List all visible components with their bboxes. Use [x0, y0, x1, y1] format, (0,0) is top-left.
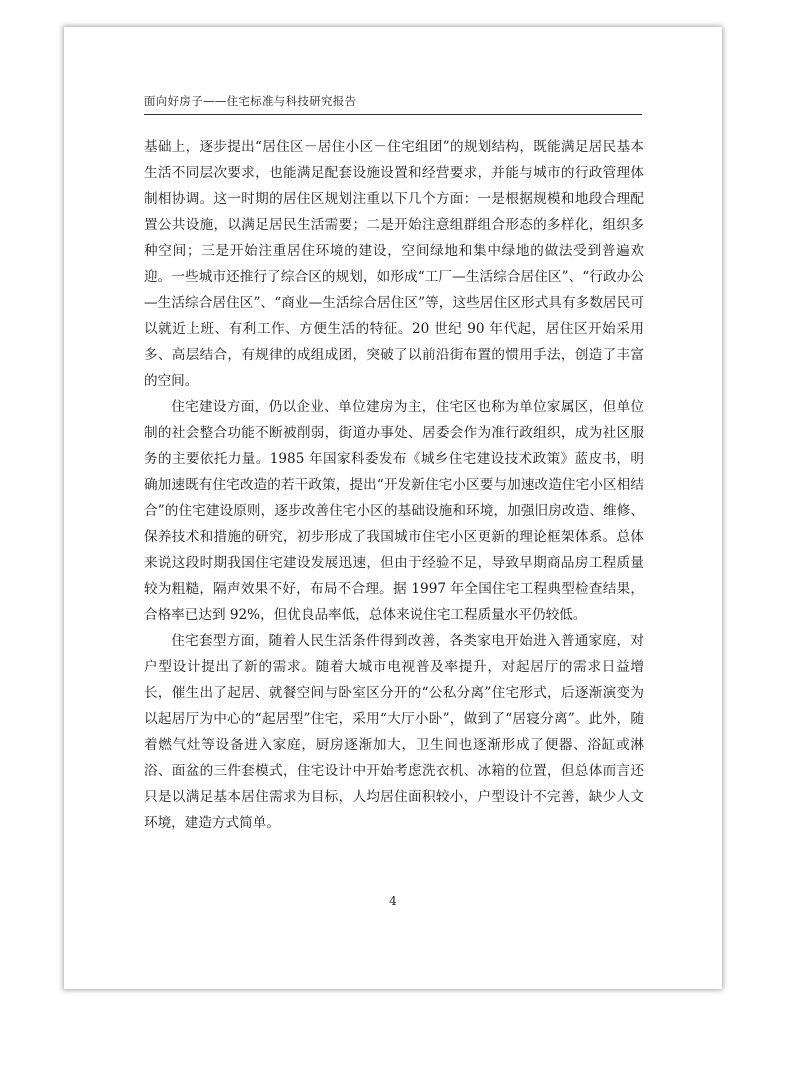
paragraph-2: 住宅建设方面，仍以企业、单位建房为主，住宅区也称为单位家属区，但单位制的社会整合功能不断被削弱，街道办事处、居委会作为准行政组织，成为社区服务的主要依托力量。1985 年国家科委发布《城乡住宅建设技术政策》蓝皮书，明确加速既有住宅改造的若干政策，提出“开发新住宅小区要与加速改造住宅小区相结合”的住宅建设原则，逐步改善住宅小区的基础设施和环境，加强旧房改造、维修、保养技术和措施的研究，初步形成了我国城市住宅小区更新的理论框架体系。总体来说这段时期我国住宅建设发展迅速，但由于经验不足，导致早期商品房工程质量较为粗糙，隔声效果不好，布局不合理。据 1997 年全国住宅工程典型检查结果，合格率已达到 92%，但优良品率低，总体来说住宅工程质量水平仍较低。 — [144, 399, 644, 623]
document-page — [64, 27, 722, 989]
running-header: 面向好房子——住宅标准与科技研究报告 — [144, 93, 642, 115]
body-text — [144, 134, 644, 836]
page-number: 4 — [389, 894, 397, 908]
paragraph-3: 住宅套型方面，随着人民生活条件得到改善，各类家电开始进入普通家庭，对户型设计提出了新的需求。随着大城市电视普及率提升，对起居厅的需求日益增长，催生出了起居、就餐空间与卧室区分开的“公私分离”住宅形式，后逐渐演变为以起居厅为中心的“起居型”住宅，采用“大厅小卧”，做到了“居寝分离”。此外，随着燃气灶等设备进入家庭，厨房逐渐加大，卫生间也逐渐形成了便器、浴缸或淋浴、面盆的三件套模式，住宅设计中开始考虑洗衣机、冰箱的位置，但总体而言还只是以满足基本居住需求为目标，人均居住面积较小，户型设计不完善，缺少人文环境，建造方式简单。 — [144, 633, 644, 831]
paragraph-1: 基础上，逐步提出“居住区－居住小区－住宅组团”的规划结构，既能满足居民基本生活不同层次要求，也能满足配套设施设置和经营要求，并能与城市的行政管理体制相协调。这一时期的居住区规划注重以下几个方面：一是根据规模和地段合理配置公共设施，以满足居民生活需要；二是开始注意组群组合形态的多样化，组织多种空间；三是开始注重居住环境的建设，空间绿地和集中绿地的做法受到普遍欢迎。一些城市还推行了综合区的规划，如形成“工厂—生活综合居住区”、“行政办公—生活综合居住区”、“商业—生活综合居住区”等，这些居住区形式具有多数居民可以就近上班、有利工作、方便生活的特征。20 世纪 90 年代起，居住区开始采用多、高层结合，有规律的成组成团，突破了以前沿街布置的惯用手法，创造了丰富的空间。 — [144, 139, 644, 389]
